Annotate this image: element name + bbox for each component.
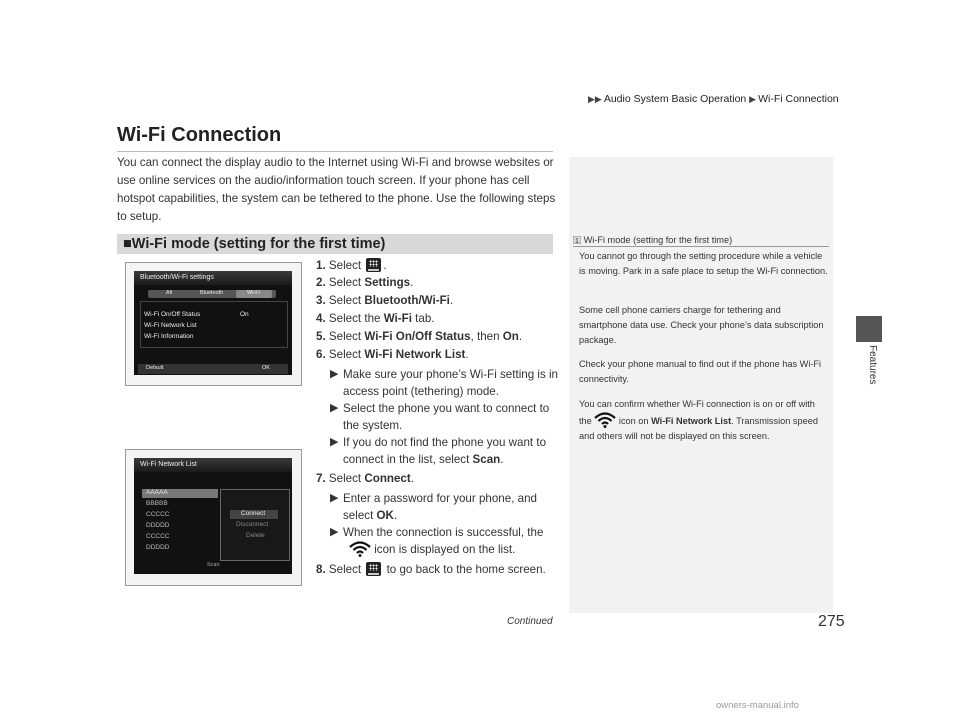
wifi-icon bbox=[349, 541, 371, 557]
section-heading bbox=[123, 236, 385, 252]
screen-row-wifi-status[interactable]: Wi-Fi On/Off Status bbox=[144, 311, 201, 318]
screenshot-bluetooth-wifi-settings bbox=[125, 262, 302, 386]
screen-tab-wifi[interactable]: Wi-Fi bbox=[247, 290, 260, 296]
screen-display bbox=[134, 271, 292, 375]
title-divider bbox=[117, 151, 553, 152]
screen-tab-bluetooth[interactable]: Bluetooth bbox=[200, 290, 224, 296]
section-bullet: ■ bbox=[123, 236, 132, 252]
screen-network-item[interactable]: DDDDD bbox=[146, 522, 170, 529]
chapter-tab[interactable] bbox=[856, 316, 882, 342]
step-7-substep: ▶ Enter a password for your phone, and select OK. bbox=[330, 492, 537, 522]
chapter-label: Features bbox=[867, 345, 878, 385]
screen-display bbox=[134, 458, 292, 574]
screen-network-item[interactable]: AAAAA bbox=[146, 489, 168, 496]
step-6-substep: ▶ If you do not find the phone you want to connect in the list, select Scan. bbox=[330, 436, 547, 466]
screen-row-wifi-network-list[interactable]: Wi-Fi Network List bbox=[144, 322, 197, 329]
step-6-substep: ▶ Select the phone you want to connect to the system. bbox=[330, 402, 550, 432]
screen-network-item[interactable]: CCCCC bbox=[146, 511, 170, 518]
screen-ok-button[interactable]: OK bbox=[262, 365, 270, 371]
page-title: Wi-Fi Connection bbox=[117, 124, 282, 146]
step-7: 7. Select Connect. bbox=[316, 472, 414, 485]
step-5: 5. Select Wi-Fi On/Off Status, then On. bbox=[316, 330, 523, 343]
screen-scan-button[interactable]: Scan bbox=[207, 562, 220, 568]
note-title: 1 Wi-Fi mode (setting for the first time) bbox=[575, 235, 733, 245]
note-paragraph-2: Some cell phone carriers charge for tethering and smartphone data use. Check your phone’s data subscription package. bbox=[579, 305, 824, 345]
step-7-substep: ▶ When the connection is successful, the icon is displayed on the list. bbox=[330, 526, 544, 556]
screen-connect-option[interactable]: Connect bbox=[241, 510, 266, 517]
screen-network-item[interactable]: CCCCC bbox=[146, 533, 170, 540]
step-4: 4. Select the Wi-Fi tab. bbox=[316, 312, 435, 325]
note-divider bbox=[573, 246, 829, 247]
step-1: 1. Select . bbox=[316, 259, 387, 272]
intro-paragraph: You can connect the display audio to the Internet using Wi-Fi and browse websites or use online services on the audio/information touch screen. If your phone has cell hotspot capabilities, the system can be tethered to the phone. Use the following steps to setup. bbox=[117, 156, 556, 223]
triangle-icon: ▶ bbox=[749, 94, 757, 104]
triangle-icon: ▶▶ bbox=[588, 94, 602, 104]
screen-network-item[interactable]: BBBBB bbox=[146, 500, 168, 507]
breadcrumb-page[interactable]: Wi-Fi Connection bbox=[758, 93, 839, 105]
screenshot-wifi-network-list bbox=[125, 449, 302, 586]
svg-text:1: 1 bbox=[575, 238, 579, 244]
step-8: 8. Select to go back to the home screen. bbox=[316, 563, 546, 576]
screen-network-item[interactable]: DDDDD bbox=[146, 544, 170, 551]
breadcrumb-section[interactable]: Audio System Basic Operation bbox=[603, 93, 747, 105]
step-2: 2. Select Settings. bbox=[316, 276, 414, 289]
screen-default-button[interactable]: Default bbox=[146, 365, 164, 371]
arrow-icon: ▶ bbox=[330, 402, 339, 414]
screen-tab-all[interactable]: All bbox=[166, 290, 173, 296]
screen-row-wifi-information[interactable]: Wi-Fi Information bbox=[144, 333, 194, 340]
wifi-icon bbox=[594, 412, 616, 428]
step-6-substep: ▶ Make sure your phone’s Wi-Fi setting is in access point (tethering) mode. bbox=[330, 368, 558, 398]
page-number: 275 bbox=[818, 613, 845, 630]
note-paragraph-3: Check your phone manual to find out if the phone has Wi-Fi connectivity. bbox=[579, 359, 822, 384]
breadcrumb bbox=[588, 93, 839, 105]
arrow-icon: ▶ bbox=[330, 492, 339, 504]
note-marker-icon bbox=[573, 236, 581, 244]
screen-row-wifi-status-value: On bbox=[240, 311, 249, 318]
footer-watermark-link[interactable]: owners-manual.info bbox=[716, 700, 799, 711]
screen-title: Wi-Fi Network List bbox=[140, 461, 197, 468]
home-icon bbox=[366, 562, 381, 576]
arrow-icon: ▶ bbox=[330, 436, 339, 448]
continued-label: Continued bbox=[507, 616, 553, 627]
step-6: 6. Select Wi-Fi Network List. bbox=[316, 348, 469, 361]
screen-title: Bluetooth/Wi-Fi settings bbox=[140, 274, 214, 281]
arrow-icon: ▶ bbox=[330, 368, 339, 380]
arrow-icon: ▶ bbox=[330, 526, 339, 538]
note-paragraph-1: You cannot go through the setting procedure while a vehicle is moving. Park in a safe place to setup the Wi-Fi connection. bbox=[579, 251, 828, 276]
section-heading-text: Wi-Fi mode (setting for the first time) bbox=[131, 236, 386, 252]
step-3: 3. Select Bluetooth/Wi-Fi. bbox=[316, 294, 454, 307]
home-icon bbox=[366, 258, 381, 272]
note-paragraph-4: You can confirm whether Wi-Fi connection is on or off with the icon on Wi-Fi Network List. Transmission speed and others will not be displayed on this screen. bbox=[579, 399, 818, 441]
screen-delete-option[interactable]: Delete bbox=[246, 532, 265, 539]
screen-disconnect-option[interactable]: Disconnect bbox=[236, 521, 269, 528]
